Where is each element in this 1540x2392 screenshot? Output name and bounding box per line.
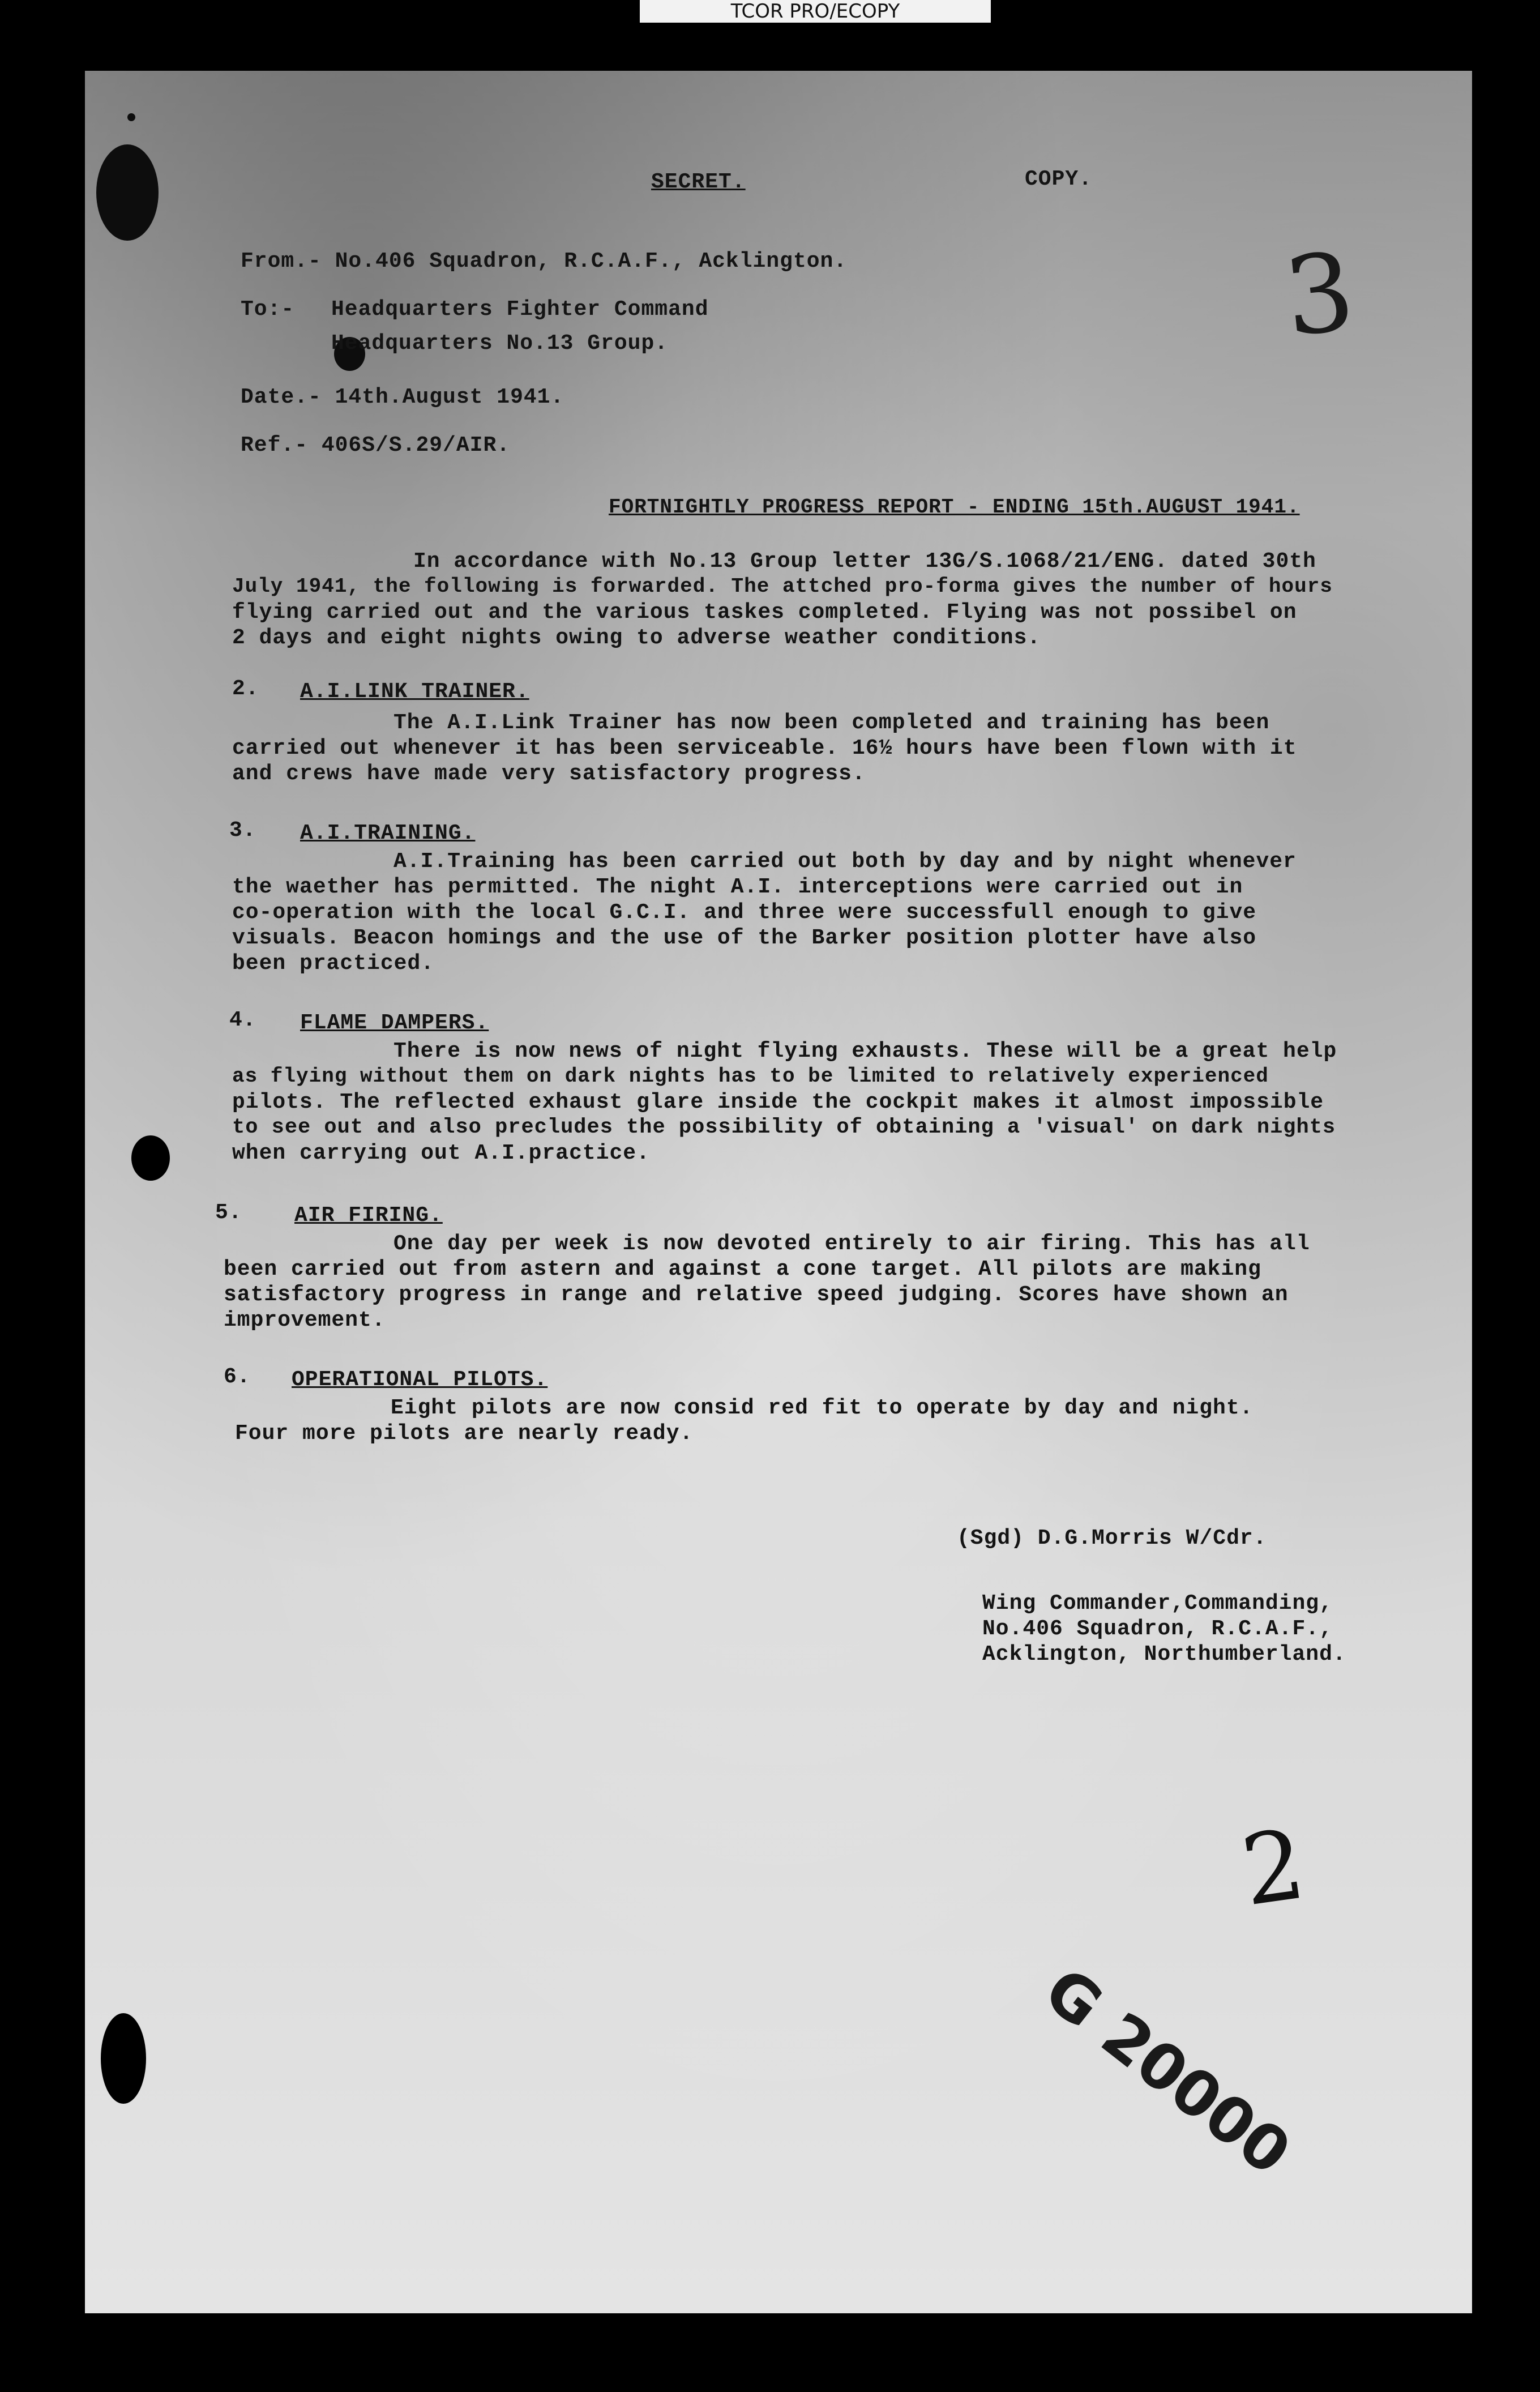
section-number: 4.: [229, 1008, 256, 1032]
signatory-unit: No.406 Squadron, R.C.A.F.,: [982, 1617, 1333, 1641]
date-line: Date.- 14th.August 1941.: [241, 385, 564, 409]
report-title: FORTNIGHTLY PROGRESS REPORT - ENDING 15th.AUGUST 1941.: [609, 496, 1300, 519]
section-heading: AIR FIRING.: [294, 1203, 443, 1228]
section-line: visuals. Beacon homings and the use of the Barker position plotter have also: [232, 926, 1257, 950]
section-heading: OPERATIONAL PILOTS.: [292, 1368, 548, 1392]
section-line: pilots. The reflected exhaust glare inside the cockpit makes it almost impossible: [232, 1090, 1324, 1114]
section-number: 3.: [229, 818, 256, 843]
section-line: been practiced.: [232, 951, 435, 976]
classification-heading: SECRET.: [651, 170, 746, 194]
section-number: 6.: [224, 1365, 251, 1389]
intro-line: flying carried out and the various taskes completed. Flying was not possibel on: [232, 600, 1297, 625]
section-line: Eight pilots are now consid red fit to operate by day and night.: [391, 1396, 1254, 1420]
section-line: Four more pilots are nearly ready.: [235, 1421, 694, 1446]
intro-line: 2 days and eight nights owing to adverse weather conditions.: [232, 626, 1041, 650]
section-line: There is now news of night flying exhausts. These will be a great help: [393, 1039, 1337, 1063]
section-line: A.I.Training has been carried out both by day and by night whenever: [393, 849, 1297, 874]
section-line: satisfactory progress in range and relative speed judging. Scores have shown an: [224, 1283, 1289, 1307]
section-line: and crews have made very satisfactory progress.: [232, 762, 866, 786]
section-line: The A.I.Link Trainer has now been completed and training has been: [393, 711, 1270, 735]
intro-line: July 1941, the following is forwarded. The attched pro-forma gives the number of hours: [232, 575, 1333, 598]
section-line: improvement.: [224, 1308, 386, 1332]
to-line-1: Headquarters Fighter Command: [331, 297, 709, 322]
section-line: co-operation with the local G.C.I. and three were successfull enough to give: [232, 900, 1257, 925]
ref-line: Ref.- 406S/S.29/AIR.: [241, 433, 511, 458]
intro-line: In accordance with No.13 Group letter 13G/S.1068/21/ENG. dated 30th: [413, 549, 1316, 574]
reference-stamp: G 20000: [1031, 1954, 1304, 2189]
section-line: the waether has permitted. The night A.I. interceptions were carried out in: [232, 875, 1243, 899]
to-line-2: Headquarters No.13 Group.: [331, 331, 669, 356]
section-line: when carrying out A.I.practice.: [232, 1141, 650, 1165]
section-heading: A.I.TRAINING.: [300, 821, 476, 845]
from-line: From.- No.406 Squadron, R.C.A.F., Acklington.: [241, 249, 848, 274]
section-number: 2.: [232, 677, 259, 701]
section-line: One day per week is now devoted entirely to air firing. This has all: [393, 1232, 1310, 1256]
section-number: 5.: [215, 1201, 242, 1225]
page-number: 3: [1278, 229, 1361, 361]
to-label: To:-: [241, 297, 295, 322]
section-line: as flying without them on dark nights has to be limited to relatively experienced: [232, 1065, 1269, 1088]
signatory-location: Acklington, Northumberland.: [982, 1642, 1346, 1667]
handwritten-mark: 2: [1235, 1808, 1312, 1928]
section-line: been carried out from astern and against a cone target. All pilots are making: [224, 1257, 1261, 1282]
section-heading: A.I.LINK TRAINER.: [300, 680, 529, 704]
section-line: to see out and also precludes the possibility of obtaining a 'visual' on dark nights: [232, 1116, 1336, 1139]
copy-mark: COPY.: [1025, 167, 1093, 191]
archive-label: TCOR PRO/ECOPY: [640, 0, 991, 23]
signature-line: (Sgd) D.G.Morris W/Cdr.: [957, 1526, 1267, 1550]
section-line: carried out whenever it has been serviceable. 16½ hours have been flown with it: [232, 736, 1297, 761]
signatory-rank: Wing Commander,Commanding,: [982, 1591, 1333, 1616]
section-heading: FLAME DAMPERS.: [300, 1011, 489, 1035]
